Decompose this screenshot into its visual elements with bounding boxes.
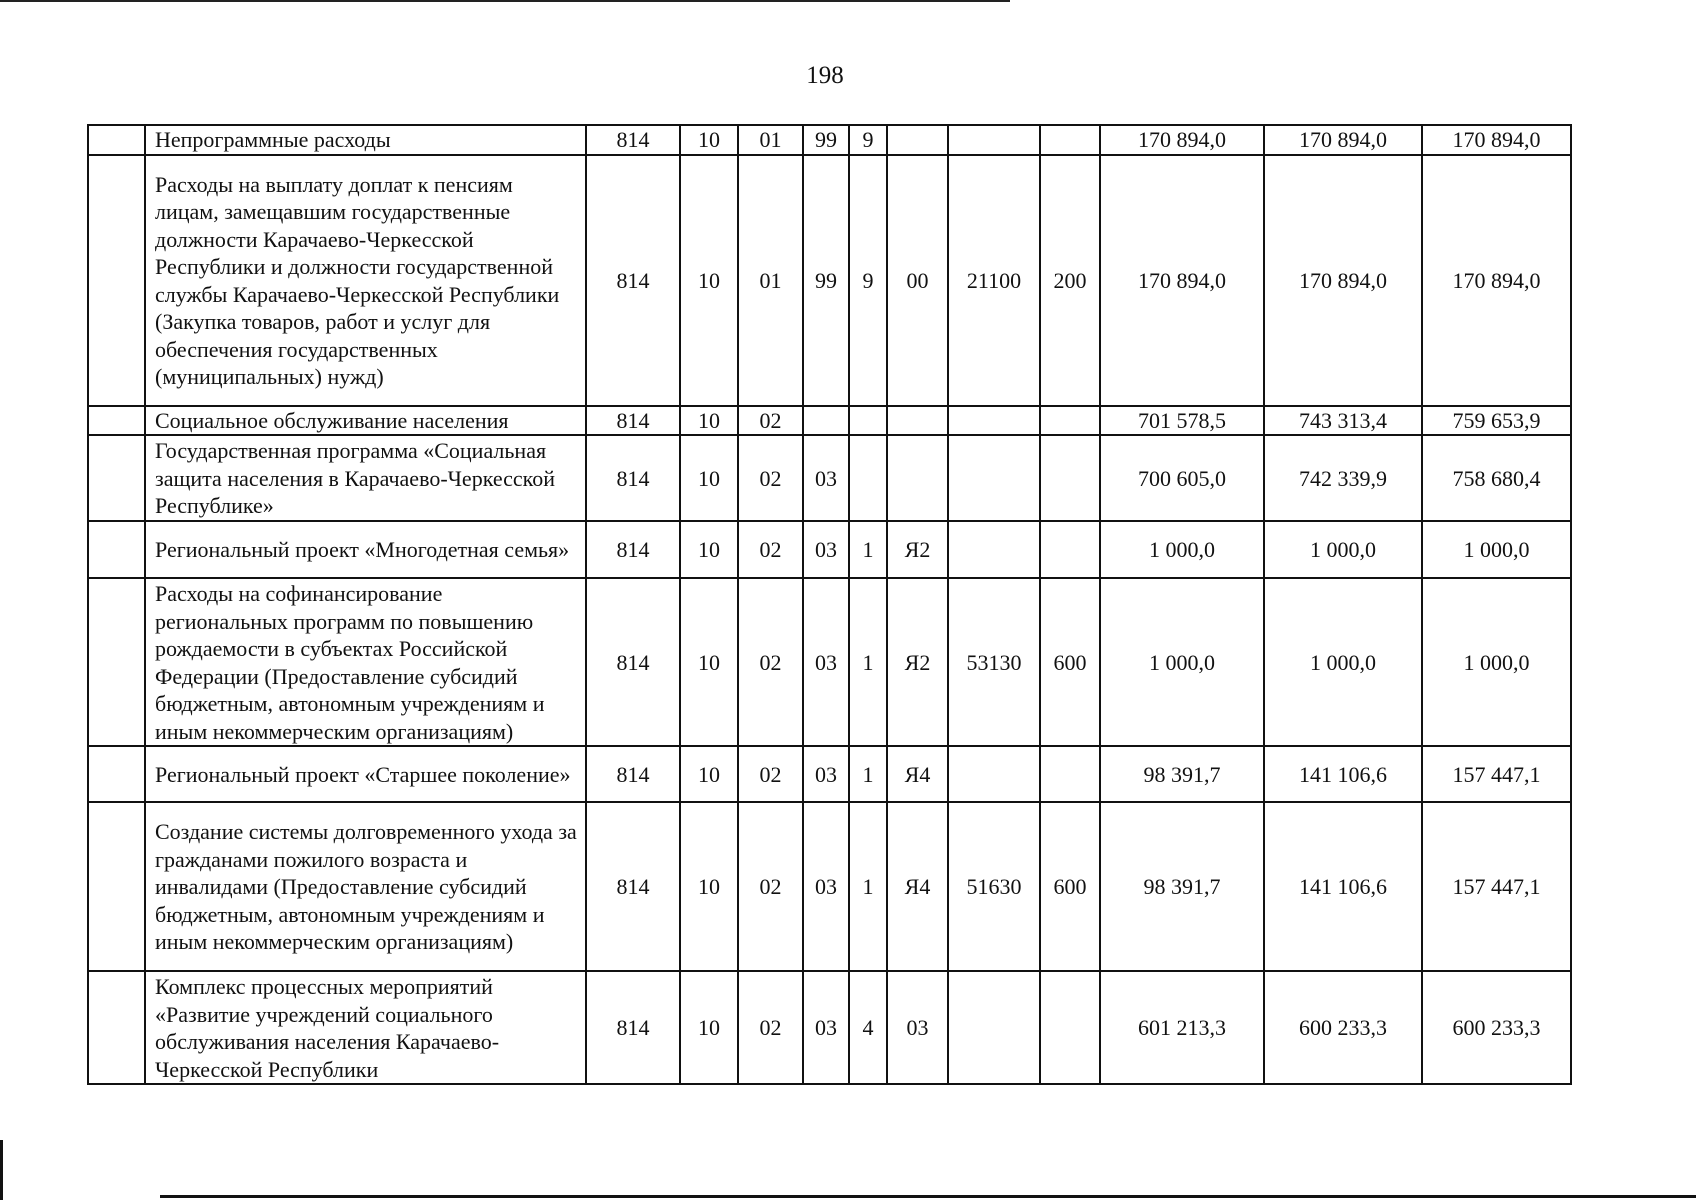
amount-year-3-cell: 157 447,1	[1422, 746, 1571, 802]
code-subsection-cell: 02	[738, 578, 803, 746]
amount-year-3-cell: 1 000,0	[1422, 578, 1571, 746]
amount-year-3-cell: 170 894,0	[1422, 125, 1571, 155]
description-cell: Расходы на софинансирование региональных программ по повышению рождаемости в субъектах Российской Федерации (Предоставление субсидий бюджетным, автономным учреждениям и иным некоммерческим организациям)	[145, 578, 586, 746]
description-cell: Региональный проект «Многодетная семья»	[145, 521, 586, 578]
code-event-cell	[887, 406, 948, 436]
code-program-cell: 03	[803, 802, 849, 971]
amount-year-2-cell: 743 313,4	[1264, 406, 1422, 436]
code-subprogram-cell	[849, 406, 887, 436]
code-expense-type-cell: 200	[1040, 155, 1100, 406]
code-subprogram-cell: 1	[849, 578, 887, 746]
code-admin-cell: 814	[586, 435, 680, 521]
amount-year-1-cell: 701 578,5	[1100, 406, 1264, 436]
code-direction-cell	[948, 746, 1040, 802]
row-number-cell	[88, 971, 145, 1084]
row-number-cell	[88, 746, 145, 802]
description-cell: Комплекс процессных мероприятий «Развитие учреждений социального обслуживания населения Карачаево-Черкесской Республики	[145, 971, 586, 1084]
code-program-cell: 99	[803, 125, 849, 155]
table-row	[88, 971, 1571, 1084]
code-section-cell: 10	[680, 802, 738, 971]
code-subsection-cell: 01	[738, 155, 803, 406]
code-admin-cell: 814	[586, 125, 680, 155]
amount-year-3-cell: 170 894,0	[1422, 155, 1571, 406]
amount-year-3-cell: 157 447,1	[1422, 802, 1571, 971]
table-row	[88, 521, 1571, 578]
code-direction-cell	[948, 125, 1040, 155]
table-row	[88, 155, 1571, 406]
code-section-cell: 10	[680, 578, 738, 746]
row-number-cell	[88, 435, 145, 521]
description-cell: Создание системы долговременного ухода за гражданами пожилого возраста и инвалидами (Предоставление субсидий бюджетным, автономным учреждениям и иным некоммерческим организациям)	[145, 802, 586, 971]
code-direction-cell: 21100	[948, 155, 1040, 406]
code-section-cell: 10	[680, 521, 738, 578]
amount-year-3-cell: 600 233,3	[1422, 971, 1571, 1084]
code-subprogram-cell: 1	[849, 802, 887, 971]
code-admin-cell: 814	[586, 578, 680, 746]
code-subsection-cell: 02	[738, 746, 803, 802]
code-direction-cell	[948, 435, 1040, 521]
code-subsection-cell: 02	[738, 521, 803, 578]
budget-table	[87, 124, 1572, 1085]
code-subsection-cell: 02	[738, 435, 803, 521]
code-event-cell: Я4	[887, 802, 948, 971]
row-number-cell	[88, 406, 145, 436]
code-section-cell: 10	[680, 971, 738, 1084]
code-expense-type-cell	[1040, 125, 1100, 155]
code-admin-cell: 814	[586, 802, 680, 971]
code-expense-type-cell: 600	[1040, 578, 1100, 746]
code-program-cell	[803, 406, 849, 436]
amount-year-2-cell: 1 000,0	[1264, 521, 1422, 578]
description-cell: Расходы на выплату доплат к пенсиям лицам, замещавшим государственные должности Карачаево-Черкесской Республики и должности государственной службы Карачаево-Черкесской Республики (Закупка товаров, работ и услуг для обеспечения государственных (муниципальных) нужд)	[145, 155, 586, 406]
amount-year-2-cell: 141 106,6	[1264, 802, 1422, 971]
code-admin-cell: 814	[586, 155, 680, 406]
code-direction-cell	[948, 971, 1040, 1084]
amount-year-2-cell: 170 894,0	[1264, 155, 1422, 406]
code-section-cell: 10	[680, 125, 738, 155]
code-subsection-cell: 02	[738, 971, 803, 1084]
code-subsection-cell: 02	[738, 406, 803, 436]
code-event-cell	[887, 125, 948, 155]
code-subprogram-cell: 4	[849, 971, 887, 1084]
code-direction-cell	[948, 406, 1040, 436]
code-subprogram-cell: 1	[849, 521, 887, 578]
code-subprogram-cell: 9	[849, 155, 887, 406]
table-row	[88, 435, 1571, 521]
amount-year-2-cell: 1 000,0	[1264, 578, 1422, 746]
row-number-cell	[88, 578, 145, 746]
amount-year-2-cell: 600 233,3	[1264, 971, 1422, 1084]
code-subprogram-cell: 9	[849, 125, 887, 155]
code-program-cell: 03	[803, 578, 849, 746]
row-number-cell	[88, 155, 145, 406]
code-admin-cell: 814	[586, 521, 680, 578]
code-subsection-cell: 01	[738, 125, 803, 155]
scan-edge-mark	[0, 1140, 3, 1200]
code-expense-type-cell	[1040, 521, 1100, 578]
description-cell: Социальное обслуживание населения	[145, 406, 586, 436]
code-section-cell: 10	[680, 155, 738, 406]
amount-year-1-cell: 700 605,0	[1100, 435, 1264, 521]
amount-year-3-cell: 1 000,0	[1422, 521, 1571, 578]
code-event-cell: 00	[887, 155, 948, 406]
scan-border-bottom	[160, 1195, 1696, 1198]
amount-year-2-cell: 742 339,9	[1264, 435, 1422, 521]
code-program-cell: 03	[803, 435, 849, 521]
code-program-cell: 03	[803, 971, 849, 1084]
row-number-cell	[88, 125, 145, 155]
code-program-cell: 03	[803, 521, 849, 578]
amount-year-1-cell: 98 391,7	[1100, 802, 1264, 971]
description-cell: Региональный проект «Старшее поколение»	[145, 746, 586, 802]
amount-year-2-cell: 141 106,6	[1264, 746, 1422, 802]
code-section-cell: 10	[680, 746, 738, 802]
table-row	[88, 578, 1571, 746]
code-expense-type-cell	[1040, 406, 1100, 436]
code-subprogram-cell	[849, 435, 887, 521]
code-admin-cell: 814	[586, 971, 680, 1084]
amount-year-1-cell: 98 391,7	[1100, 746, 1264, 802]
row-number-cell	[88, 521, 145, 578]
amount-year-3-cell: 759 653,9	[1422, 406, 1571, 436]
amount-year-1-cell: 1 000,0	[1100, 578, 1264, 746]
code-section-cell: 10	[680, 406, 738, 436]
description-cell: Государственная программа «Социальная защита населения в Карачаево-Черкесской Республике»	[145, 435, 586, 521]
code-admin-cell: 814	[586, 746, 680, 802]
table-row	[88, 125, 1571, 155]
code-event-cell: Я2	[887, 521, 948, 578]
table-row	[88, 746, 1571, 802]
code-event-cell: Я4	[887, 746, 948, 802]
amount-year-2-cell: 170 894,0	[1264, 125, 1422, 155]
code-subprogram-cell: 1	[849, 746, 887, 802]
code-program-cell: 99	[803, 155, 849, 406]
code-direction-cell: 51630	[948, 802, 1040, 971]
code-expense-type-cell	[1040, 971, 1100, 1084]
code-direction-cell	[948, 521, 1040, 578]
scan-border-top	[0, 0, 1010, 2]
amount-year-1-cell: 170 894,0	[1100, 155, 1264, 406]
code-subsection-cell: 02	[738, 802, 803, 971]
amount-year-1-cell: 601 213,3	[1100, 971, 1264, 1084]
code-admin-cell: 814	[586, 406, 680, 436]
code-event-cell: Я2	[887, 578, 948, 746]
code-program-cell: 03	[803, 746, 849, 802]
code-expense-type-cell	[1040, 435, 1100, 521]
page-number: 198	[806, 62, 844, 89]
table-row	[88, 802, 1571, 971]
code-direction-cell: 53130	[948, 578, 1040, 746]
description-cell: Непрограммные расходы	[145, 125, 586, 155]
code-section-cell: 10	[680, 435, 738, 521]
amount-year-1-cell: 170 894,0	[1100, 125, 1264, 155]
code-event-cell: 03	[887, 971, 948, 1084]
amount-year-3-cell: 758 680,4	[1422, 435, 1571, 521]
code-expense-type-cell	[1040, 746, 1100, 802]
table-row	[88, 406, 1571, 436]
amount-year-1-cell: 1 000,0	[1100, 521, 1264, 578]
row-number-cell	[88, 802, 145, 971]
code-expense-type-cell: 600	[1040, 802, 1100, 971]
code-event-cell	[887, 435, 948, 521]
